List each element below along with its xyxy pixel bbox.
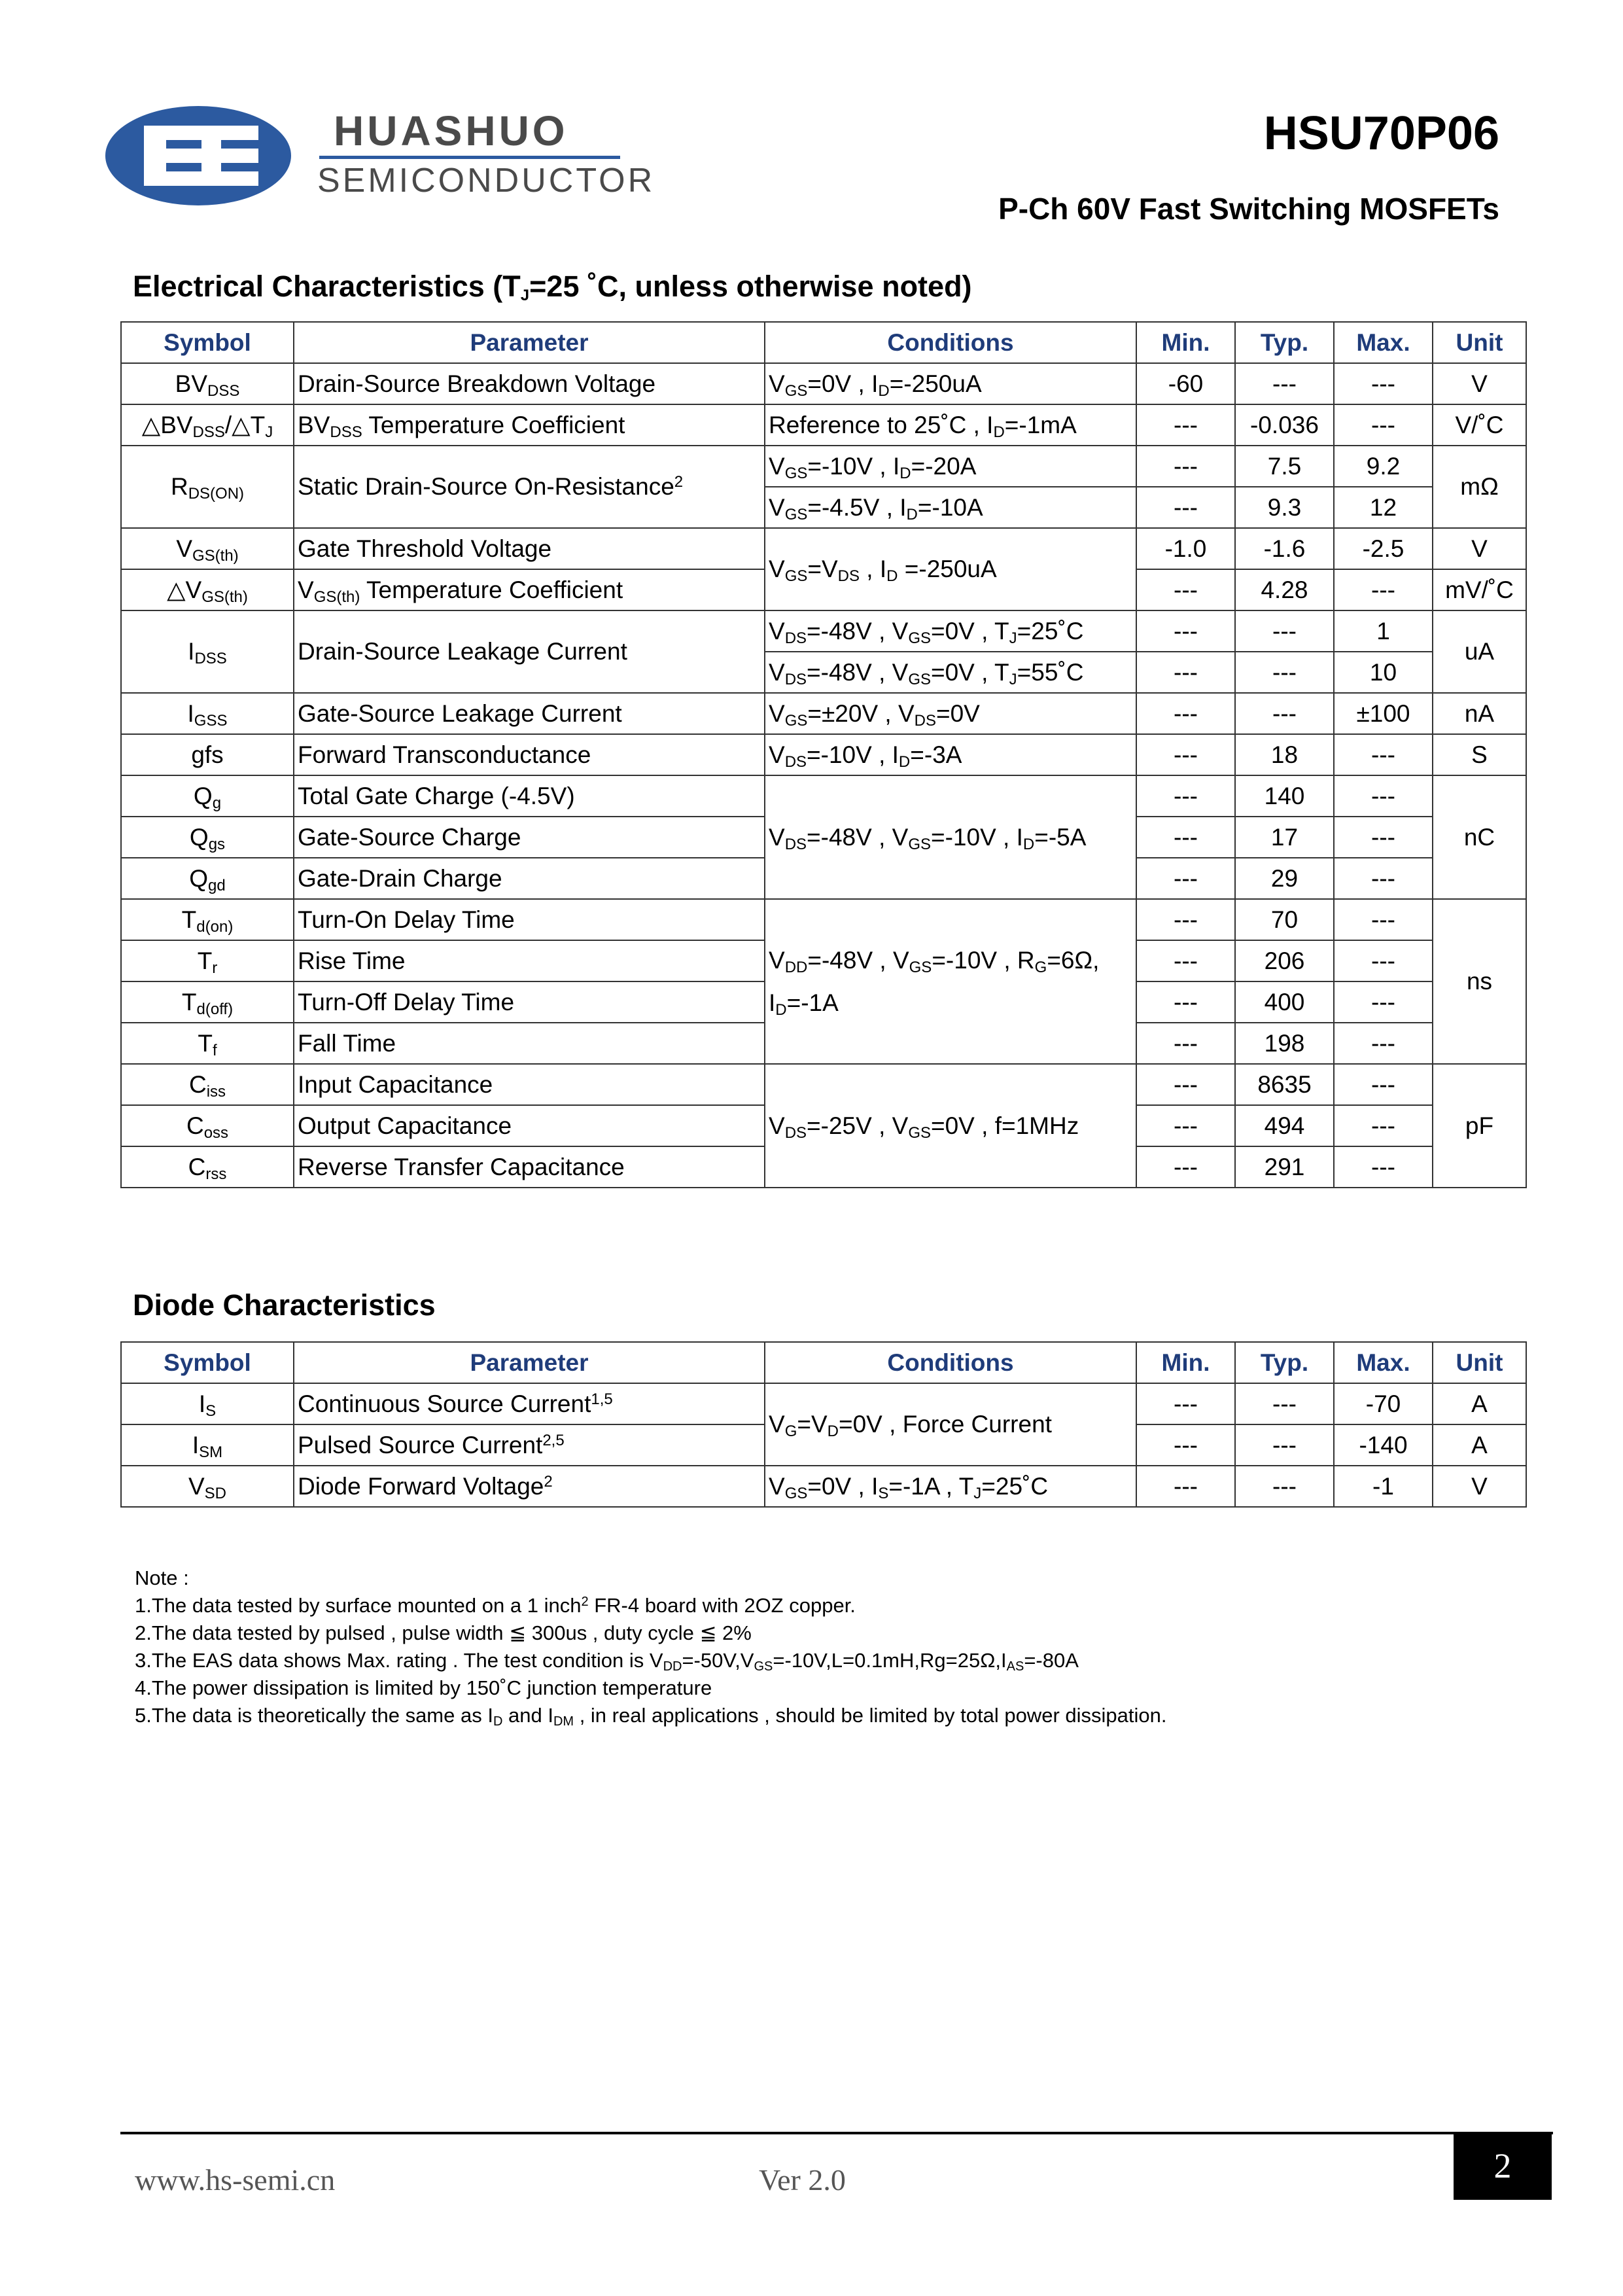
col-typ: Typ. xyxy=(1235,322,1334,363)
electrical-title: Electrical Characteristics ($T_J=25$ ˚C, unless otherwise noted) xyxy=(133,270,972,304)
table-row: $Q_g$ Total Gate Charge (-4.5V) $V_{DS}=-48V$ , $V_{GS}=-10V$ , $I_D=-5A$ --- 140 --- nC xyxy=(121,775,1526,817)
table-row: $T_f$ Fall Time --- 198 --- xyxy=(121,1023,1526,1064)
col-max: Max. xyxy=(1334,1342,1433,1383)
col-unit: Unit xyxy=(1433,1342,1526,1383)
table-header-row xyxy=(121,322,1526,363)
col-symbol: Symbol xyxy=(121,322,294,363)
table-row: $V_{SD}$ Diode Forward Voltage$^2$ $V_{GS}=0V$ , $I_S=-1A$ , $T_J=25˚C$ --- --- -1 V xyxy=(121,1466,1526,1507)
table-row: $C_{iss}$ Input Capacitance $V_{DS}=-25V$ , $V_{GS}=0V$ , f=1MHz --- 8635 --- pF xyxy=(121,1064,1526,1105)
document-subtitle: P-Ch 60V Fast Switching MOSFETs xyxy=(998,192,1499,226)
brand-subtitle: SEMICONDUCTOR xyxy=(317,162,655,200)
table-row: $R_{DS(ON)}$ Static Drain-Source On-Resistance$^2$ $V_{GS}=-10V$ , $I_D=-20A$ --- 7.5 9.2 mΩ xyxy=(121,446,1526,487)
diode-title: Diode Characteristics xyxy=(133,1288,436,1322)
footer-website[interactable]: www.hs-semi.cn xyxy=(135,2163,336,2197)
note-3: 3.The EAS data shows Max. rating . The test condition is $V_{DD}=-50V,V_{GS}=-10V,L=0.1mH,Rg=25\Omega,I_{AS}=-80A$ xyxy=(135,1649,1079,1674)
note-1: 1.The data tested by surface mounted on a 1 inch$^2$ FR-4 board with 2OZ copper. xyxy=(135,1594,856,1617)
table-row: $V_{GS}=-4.5V$ , $I_D=-10A$ --- 9.3 12 xyxy=(121,487,1526,528)
table-row: $\triangle BV_{DSS}/\triangle T_J$ $BV_{DSS}$ Temperature Coefficient Reference to 25˚C , $I_D=-1mA$ --- -0.036 --- V/˚C xyxy=(121,404,1526,446)
table-row: $I_{GSS}$ Gate-Source Leakage Current $V_{GS}=\pm 20V$ , $V_{DS}=0V$ --- --- ±100 nA xyxy=(121,693,1526,734)
table-row: $\triangle V_{GS(th)}$ $V_{GS(th)}$ Temperature Coefficient --- 4.28 --- mV/˚C xyxy=(121,569,1526,610)
note-2: 2.The data tested by pulsed , pulse width ≦ 300us , duty cycle ≦ 2% xyxy=(135,1621,752,1644)
table-row: gfs Forward Transconductance $V_{DS}=-10V$ , $I_D=-3A$ --- 18 --- S xyxy=(121,734,1526,775)
table-row: $C_{rss}$ Reverse Transfer Capacitance --- 291 --- xyxy=(121,1146,1526,1188)
table-row: $I_{DSS}$ Drain-Source Leakage Current $V_{DS}=-48V$ , $V_{GS}=0V$ , $T_J=25˚C$ --- --- 1 uA xyxy=(121,610,1526,652)
electrical-table xyxy=(120,321,1527,1188)
table-row: $V_{GS(th)}$ Gate Threshold Voltage $V_{GS}=V_{DS}$ , $I_D =-250uA$ -1.0 -1.6 -2.5 V xyxy=(121,528,1526,569)
table-row: $I_S$ Continuous Source Current$^{1,5}$ $V_G=V_D=0V$ , Force Current --- --- -70 A xyxy=(121,1383,1526,1424)
col-conditions: Conditions xyxy=(765,1342,1136,1383)
note-4: 4.The power dissipation is limited by 150˚C junction temperature xyxy=(135,1676,712,1699)
col-symbol: Symbol xyxy=(121,1342,294,1383)
table-row: $T_{d(on)}$ Turn-On Delay Time $V_{DD}=-48V$ , $V_{GS}=-10V$ , $R_G=6\Omega$, $I_D=-1A$ --- 70 --- ns xyxy=(121,899,1526,940)
table-row: $T_{d(off)}$ Turn-Off Delay Time --- 400 --- xyxy=(121,981,1526,1023)
col-conditions: Conditions xyxy=(765,322,1136,363)
table-row: $Q_{gd}$ Gate-Drain Charge --- 29 --- xyxy=(121,858,1526,899)
table-row: $T_r$ Rise Time --- 206 --- xyxy=(121,940,1526,981)
footer-version: Ver 2.0 xyxy=(759,2163,846,2197)
table-header-row xyxy=(121,1342,1526,1383)
table-row: $BV_{DSS}$ Drain-Source Breakdown Voltage $V_{GS}=0V$ , $I_D=-250uA$ -60 --- --- V xyxy=(121,363,1526,404)
col-parameter: Parameter xyxy=(294,1342,765,1383)
table-row: $Q_{gs}$ Gate-Source Charge --- 17 --- xyxy=(121,817,1526,858)
col-typ: Typ. xyxy=(1235,1342,1334,1383)
note-5: 5.The data is theoretically the same as $I_D$ and $I_{DM}$ , in real applications , should be limited by total power dissipation. xyxy=(135,1704,1167,1729)
part-number: HSU70P06 xyxy=(1263,107,1499,160)
brand-name: HUASHUO xyxy=(334,107,568,154)
col-min: Min. xyxy=(1136,1342,1235,1383)
brand-divider xyxy=(319,156,620,159)
footer-divider xyxy=(120,2132,1553,2134)
col-max: Max. xyxy=(1334,322,1433,363)
table-row: $V_{DS}=-48V$ , $V_{GS}=0V$ , $T_J=55˚C$ --- --- 10 xyxy=(121,652,1526,693)
col-parameter: Parameter xyxy=(294,322,765,363)
col-min: Min. xyxy=(1136,322,1235,363)
page-number: 2 xyxy=(1454,2132,1552,2200)
table-row: $I_{SM}$ Pulsed Source Current$^{2,5}$ --- --- -140 A xyxy=(121,1424,1526,1466)
diode-table xyxy=(120,1341,1527,1508)
notes xyxy=(135,1564,1166,1729)
table-row: $C_{oss}$ Output Capacitance --- 494 --- xyxy=(121,1105,1526,1146)
col-unit: Unit xyxy=(1433,322,1526,363)
notes-title: Note : xyxy=(135,1566,189,1589)
